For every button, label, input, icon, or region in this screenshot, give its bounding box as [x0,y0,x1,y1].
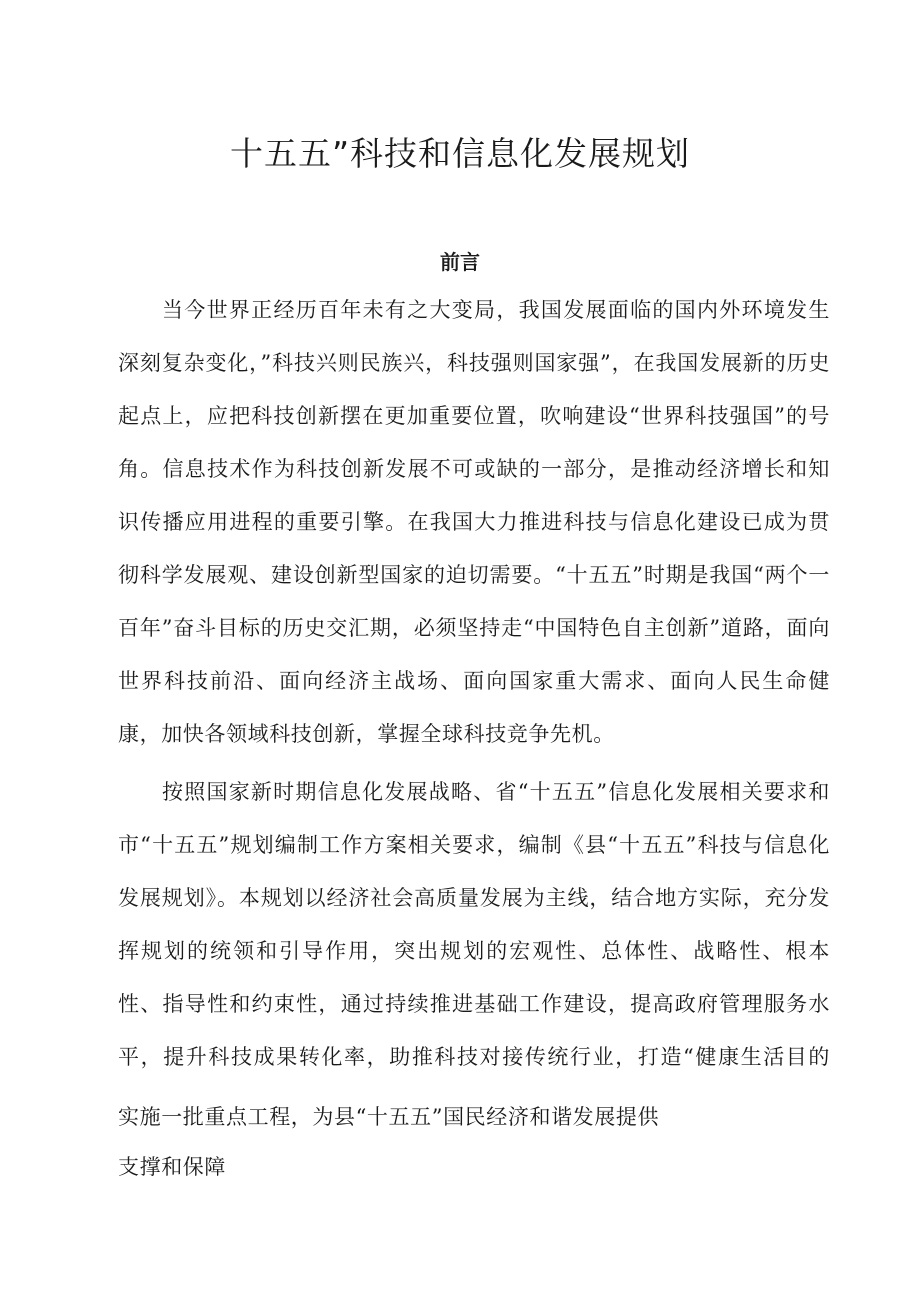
document-title: 十五五”科技和信息化发展规划 [229,134,691,173]
paragraph-2: 按照国家新时期信息化发展战略、省“十五五”信息化发展相关要求和市“十五五”规划编制工作方案相关要求，编制《县“十五五”科技与信息化发展规划》。本规划以经济社会高质量发展为主线，结合地方实际，充分发挥规划的统领和引导作用，突出规划的宏观性、总体性、战略性、根本性、指导性和约束性，通过持续推进基础工作建设，提高政府管理服务水平，提升科技成果转化率，助推科技对接传统行业，打造“健康生活目的 [118,780,830,1069]
section-heading-preface: 前言 [440,250,480,274]
paragraph-2-continuation-line: 实施一批重点工程，为县“十五五”国民经济和谐发展提供 [118,1105,660,1129]
paragraph-1: 当今世界正经历百年未有之大变局，我国发展面临的国内外环境发生深刻复杂变化，”科技兴则民族兴，科技强则国家强”，在我国发展新的历史起点上，应把科技创新摆在更加重要位置，吹响建设“世界科技强国”的号角。信息技术作为科技创新发展不可或缺的一部分，是推动经济增长和知识传播应用进程的重要引擎。在我国大力推进科技与信息化建设已成为贯彻科学发展观、建设创新型国家的迫切需要。“十五五”时期是我国“两个一百年”奋斗目标的历史交汇期，必须坚持走“中国特色自主创新”道路，面向世界科技前沿、面向经济主战场、面向国家重大需求、面向人民生命健康，加快各领域科技创新，掌握全球科技竞争先机。 [118,298,830,746]
paragraph-2-final-line: 支撑和保障 [118,1155,226,1179]
